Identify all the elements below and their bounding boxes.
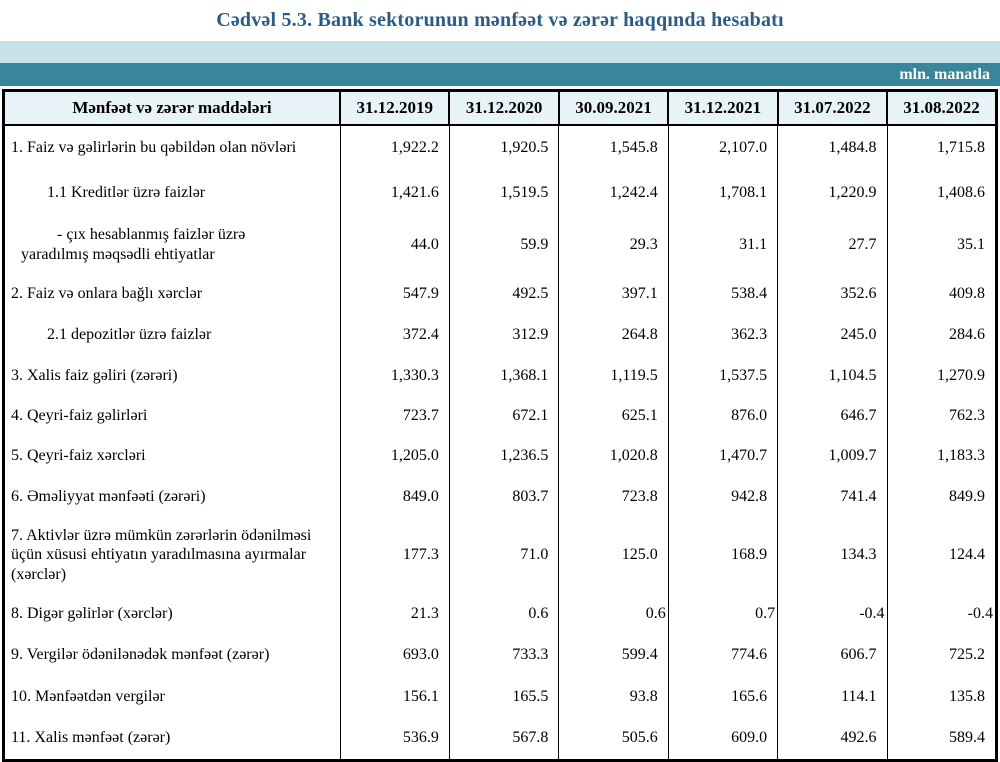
row-label-line: yaradılmış məqsədli ehtiyatlar: [21, 245, 215, 263]
value-cell: 1,715.8: [887, 125, 996, 170]
value-cell: 672.1: [449, 396, 558, 436]
value-cell: 27.7: [778, 216, 887, 273]
value-cell: 1,236.5: [449, 436, 558, 476]
row-label-line: - çıx hesablanmış faizlər üzrə: [57, 225, 246, 243]
value-cell: 1,330.3: [340, 355, 449, 396]
value-cell: 646.7: [778, 396, 887, 436]
row-label: 10. Mənfəətdən vergilər: [4, 676, 341, 717]
value-cell: 774.6: [668, 634, 777, 676]
table-row: [4, 170, 997, 216]
column-header-date: 30.09.2021: [559, 91, 668, 126]
value-cell: 1,519.5: [449, 170, 558, 216]
value-cell: 31.1: [668, 216, 777, 273]
value-cell: 284.6: [887, 315, 996, 355]
value-cell: 1,484.8: [778, 125, 887, 170]
value-cell: 741.4: [778, 476, 887, 517]
value-cell: 312.9: [449, 315, 558, 355]
value-cell: 397.1: [559, 273, 668, 315]
value-cell: 1,470.7: [668, 436, 777, 476]
unit-label: mln. manatla: [899, 65, 990, 83]
value-cell: 125.0: [559, 517, 668, 593]
value-cell: 849.9: [887, 476, 996, 517]
table-row: [4, 476, 997, 517]
value-cell: 35.1: [887, 216, 996, 273]
value-cell: 609.0: [668, 717, 777, 760]
value-cell: 492.6: [778, 717, 887, 760]
column-header-date: 31.07.2022: [778, 91, 887, 126]
value-cell: 165.5: [449, 676, 558, 717]
row-label: 8. Digər gəlirlər (xərclər): [4, 593, 341, 634]
value-cell: 1,020.8: [559, 436, 668, 476]
table-row: [4, 216, 997, 273]
value-cell: 725.2: [887, 634, 996, 676]
value-cell: 849.0: [340, 476, 449, 517]
value-cell: 1,545.8: [559, 125, 668, 170]
table-row: [4, 273, 997, 315]
column-header-date: 31.12.2021: [668, 91, 777, 126]
value-cell: 409.8: [887, 273, 996, 315]
value-cell: 114.1: [778, 676, 887, 717]
value-cell: 1,922.2: [340, 125, 449, 170]
value-cell: 1,104.5: [778, 355, 887, 396]
header-row: [4, 91, 997, 126]
value-cell: 0.6: [559, 593, 668, 634]
value-cell: 803.7: [449, 476, 558, 517]
value-cell: 723.7: [340, 396, 449, 436]
value-cell: 1,920.5: [449, 125, 558, 170]
value-cell: -0.4: [778, 593, 887, 634]
value-cell: 492.5: [449, 273, 558, 315]
column-header-date: 31.08.2022: [887, 91, 996, 126]
table-row: [4, 355, 997, 396]
value-cell: 168.9: [668, 517, 777, 593]
value-cell: 156.1: [340, 676, 449, 717]
value-cell: 505.6: [559, 717, 668, 760]
value-cell: 245.0: [778, 315, 887, 355]
table-body: [4, 125, 997, 760]
value-cell: 1,421.6: [340, 170, 449, 216]
value-cell: 567.8: [449, 717, 558, 760]
value-cell: 1,205.0: [340, 436, 449, 476]
value-cell: 589.4: [887, 717, 996, 760]
unit-band: [0, 63, 1000, 86]
value-cell: 264.8: [559, 315, 668, 355]
value-cell: 876.0: [668, 396, 777, 436]
page-title: Cədvəl 5.3. Bank sektorunun mənfəət və zərər haqqında hesabatı: [216, 9, 784, 31]
value-cell: 733.3: [449, 634, 558, 676]
value-cell: 1,270.9: [887, 355, 996, 396]
table-row: [4, 436, 997, 476]
table-row: [4, 125, 997, 170]
value-cell: 1,242.4: [559, 170, 668, 216]
profit-loss-table: [2, 89, 998, 762]
value-cell: 547.9: [340, 273, 449, 315]
value-cell: 1,183.3: [887, 436, 996, 476]
value-cell: 536.9: [340, 717, 449, 760]
value-cell: 372.4: [340, 315, 449, 355]
column-header-items: Mənfəət və zərər maddələri: [4, 91, 341, 126]
value-cell: 0.6: [449, 593, 558, 634]
table-row: [4, 634, 997, 676]
value-cell: 59.9: [449, 216, 558, 273]
table-row: [4, 676, 997, 717]
value-cell: 1,537.5: [668, 355, 777, 396]
value-cell: 693.0: [340, 634, 449, 676]
row-label: 2.1 depozitlər üzrə faizlər: [4, 315, 341, 355]
value-cell: 1,009.7: [778, 436, 887, 476]
value-cell: 134.3: [778, 517, 887, 593]
value-cell: 1,220.9: [778, 170, 887, 216]
table-row: [4, 593, 997, 634]
value-cell: 93.8: [559, 676, 668, 717]
row-label: 2. Faiz və onlara bağlı xərclər: [4, 273, 341, 315]
row-label: 4. Qeyri-faiz gəlirləri: [4, 396, 341, 436]
value-cell: 942.8: [668, 476, 777, 517]
value-cell: 0.7: [668, 593, 777, 634]
row-label: 3. Xalis faiz gəliri (zərəri): [4, 355, 341, 396]
row-label: 7. Aktivlər üzrə mümkün zərərlərin ödənilməsi üçün xüsusi ehtiyatın yaradılmasına ayırmalar (xərclər): [4, 517, 341, 593]
row-label: 11. Xalis mənfəət (zərər): [4, 717, 341, 760]
column-header-date: 31.12.2019: [340, 91, 449, 126]
value-cell: 71.0: [449, 517, 558, 593]
value-cell: 599.4: [559, 634, 668, 676]
value-cell: 625.1: [559, 396, 668, 436]
value-cell: 1,119.5: [559, 355, 668, 396]
row-label: 1. Faiz və gəlirlərin bu qəbildən olan növləri: [4, 125, 341, 170]
value-cell: 135.8: [887, 676, 996, 717]
value-cell: 606.7: [778, 634, 887, 676]
value-cell: 1,368.1: [449, 355, 558, 396]
value-cell: 44.0: [340, 216, 449, 273]
value-cell: 2,107.0: [668, 125, 777, 170]
row-label: [4, 216, 341, 273]
row-label: 1.1 Kreditlər üzrə faizlər: [4, 170, 341, 216]
value-cell: -0.4: [887, 593, 996, 634]
value-cell: 538.4: [668, 273, 777, 315]
value-cell: 124.4: [887, 517, 996, 593]
value-cell: 762.3: [887, 396, 996, 436]
table-row: [4, 517, 997, 593]
row-label: 9. Vergilər ödənilənədək mənfəət (zərər): [4, 634, 341, 676]
table-row: [4, 717, 997, 760]
row-label: 5. Qeyri-faiz xərcləri: [4, 436, 341, 476]
value-cell: 29.3: [559, 216, 668, 273]
value-cell: 21.3: [340, 593, 449, 634]
value-cell: 1,708.1: [668, 170, 777, 216]
value-cell: 362.3: [668, 315, 777, 355]
value-cell: 177.3: [340, 517, 449, 593]
value-cell: 352.6: [778, 273, 887, 315]
table-row: [4, 315, 997, 355]
decorative-band-light: [0, 41, 1000, 63]
value-cell: 1,408.6: [887, 170, 996, 216]
table-row: [4, 396, 997, 436]
column-header-date: 31.12.2020: [449, 91, 558, 126]
value-cell: 165.6: [668, 676, 777, 717]
row-label: 6. Əməliyyat mənfəəti (zərəri): [4, 476, 341, 517]
value-cell: 723.8: [559, 476, 668, 517]
